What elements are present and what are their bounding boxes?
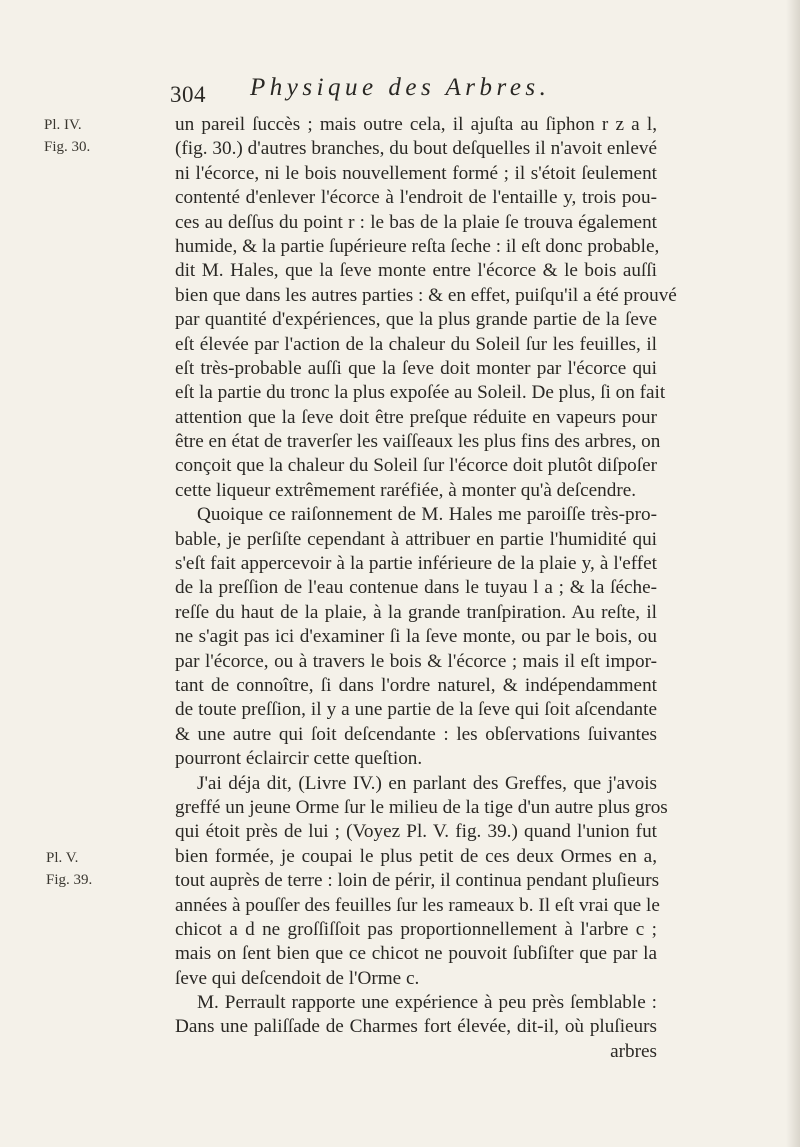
text-line: être en état de traverſer les vaiſſeaux les plus fins des arbres, on — [175, 431, 661, 453]
text-line: années à pouſſer des feuilles ſur les rameaux b. Il eſt vrai que le — [175, 894, 660, 916]
text-line: (fig. 30.) d'autres branches, du bout deſquelles il n'avoit enlevé — [175, 138, 657, 160]
text-line: bien que dans les autres parties : & en effet, puiſqu'il a été prouvé — [175, 284, 677, 306]
text-line: ni l'écorce, ni le bois nouvellement formé ; il s'étoit ſeulement — [175, 162, 657, 184]
text-line: de la preſſion de l'eau contenue dans le tuyau l a ; & la ſéche- — [175, 577, 657, 599]
paragraph-start: J'ai déja dit, (Livre IV.) en parlant des Greffes, que j'avois — [197, 772, 657, 794]
text-line: chicot a d ne groſſiſſoit pas proportionnellement à l'arbre c ; — [175, 918, 657, 940]
text-line: par l'écorce, ou à travers le bois & l'écorce ; mais il eſt impor- — [175, 650, 657, 672]
text-line: ſeve qui deſcendoit de l'Orme c. — [175, 967, 420, 989]
text-line: humide, & la partie ſupérieure reſta ſeche : il eſt donc probable, — [175, 235, 660, 257]
margin-figure-ref: Fig. 39. — [46, 872, 93, 888]
text-line: mais on ſent bien que ce chicot ne pouvoit ſubſiſter que par la — [175, 943, 657, 965]
text-line: bable, je perſiſte cependant à attribuer en partie l'humidité qui — [175, 528, 657, 550]
text-line: s'eſt fait appercevoir à la partie inférieure de la plaie y, à l'effet — [175, 553, 657, 575]
body-text — [175, 113, 677, 1064]
text-line: pourront éclaircir cette queſtion. — [175, 748, 423, 770]
text-line: cette liqueur extrêmement raréfiée, à monter qu'à deſcendre. — [175, 479, 637, 501]
margin-note-plate-v — [46, 847, 92, 891]
text-line: eſt élevée par l'action de la chaleur du Soleil ſur les feuilles, il — [175, 333, 657, 355]
text-line: ces au deſſus du point r : le bas de la plaie ſe trouva également — [175, 211, 657, 233]
margin-note-plate-iv — [44, 114, 90, 158]
margin-plate-ref: Pl. IV. — [44, 117, 82, 133]
text-line: ne s'agit pas ici d'examiner ſi la ſeve monte, ou par le bois, ou — [175, 626, 657, 648]
page-number: 304 — [170, 82, 206, 107]
text-line: eſt très-probable auſſi que la ſeve doit monter par l'écorce qui — [175, 357, 657, 379]
text-line: qui étoit près de lui ; (Voyez Pl. V. fig. 39.) quand l'union fut — [175, 821, 657, 843]
text-line: reſſe du haut de la plaie, à la grande tranſpiration. Au reſte, il — [175, 601, 657, 623]
page-edge-shadow — [786, 0, 800, 1147]
text-line: attention que la ſeve doit être preſque réduite en vapeurs pour — [175, 406, 657, 428]
text-line: greffé un jeune Orme ſur le milieu de la tige d'un autre plus gros — [175, 796, 668, 818]
text-line: de toute preſſion, il y a une partie de la ſeve qui ſoit aſcendante — [175, 699, 657, 721]
text-line: & une autre qui ſoit deſcendante : les obſervations ſuivantes — [175, 723, 657, 745]
text-line: tout auprès de terre : loin de périr, il continua pendant pluſieurs — [175, 870, 660, 892]
text-line: par quantité d'expériences, que la plus grande partie de la ſeve — [175, 309, 657, 331]
page-header — [170, 74, 690, 114]
margin-plate-ref: Pl. V. — [46, 850, 79, 866]
catchword: arbres — [610, 1040, 657, 1062]
text-line: tant de connoître, ſi dans l'ordre naturel, & indépendamment — [175, 674, 657, 696]
text-line: dit M. Hales, que la ſeve monte entre l'écorce & le bois auſſi — [175, 260, 657, 282]
running-title: Physique des Arbres. — [250, 74, 551, 101]
text-line: Dans une paliſſade de Charmes fort élevée, dit-il, où pluſieurs — [175, 1016, 657, 1038]
paragraph-start: Quoique ce raiſonnement de M. Hales me paroiſſe très-pro- — [197, 504, 657, 526]
text-line: un pareil ſuccès ; mais outre cela, il ajuſta au ſiphon r z a l, — [175, 114, 657, 135]
paragraph-start: M. Perrault rapporte une expérience à peu près ſemblable : — [197, 992, 657, 1014]
text-line: bien formée, je coupai le plus petit de ces deux Ormes en a, — [175, 845, 657, 867]
text-line: conçoit que la chaleur du Soleil ſur l'écorce doit plutôt diſpoſer — [175, 455, 657, 477]
text-line: contenté d'enlever l'écorce à l'endroit de l'entaille y, trois pou- — [175, 187, 657, 209]
text-line: eſt la partie du tronc la plus expoſée au Soleil. De plus, ſi on fait — [175, 382, 666, 404]
margin-figure-ref: Fig. 30. — [44, 139, 91, 155]
